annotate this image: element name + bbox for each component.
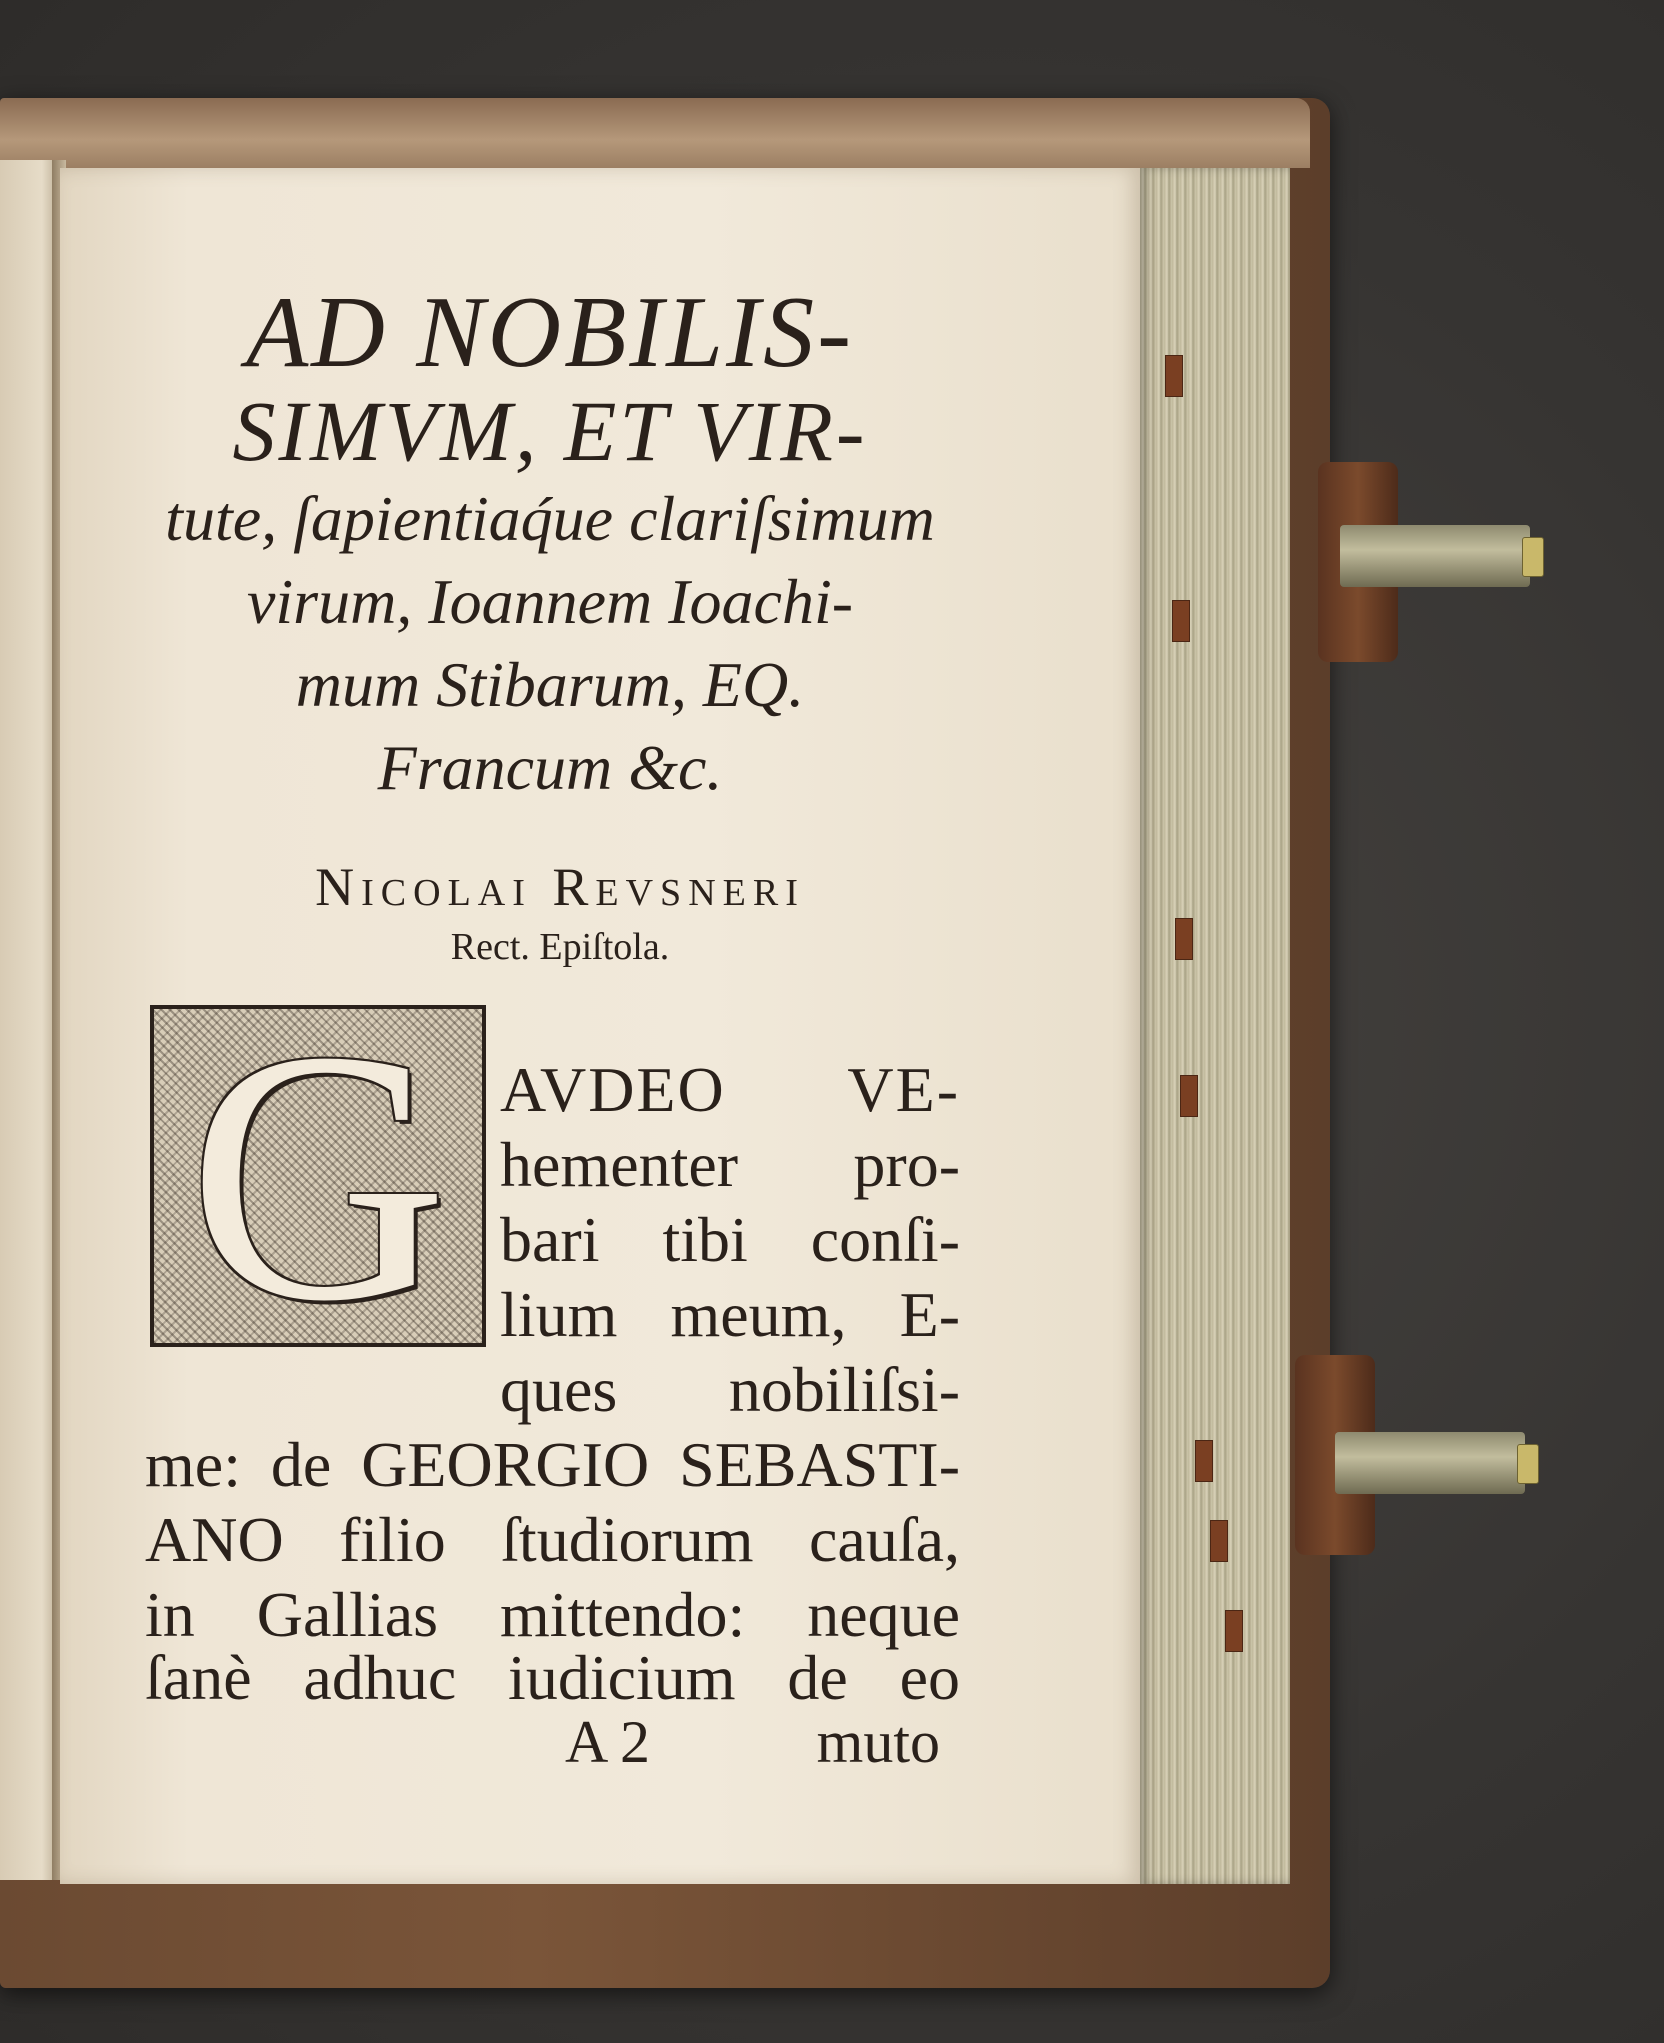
page-tab <box>1172 600 1190 642</box>
heading-line-2: SIMVM, ET VIR- <box>232 383 868 479</box>
page-footer <box>565 1709 940 1775</box>
body-line: me: de GEORGIO SEBASTI- <box>145 1429 960 1500</box>
body-line: AVDEO VE- <box>500 1054 960 1125</box>
author-subtitle: Rect. Epiſtola. <box>450 926 670 968</box>
catchword: muto <box>816 1709 940 1775</box>
clasp-lower <box>1335 1432 1525 1494</box>
heading-line-1: AD NOBILIS- <box>245 276 855 389</box>
heading-line-5: mum Stibarum, EQ. <box>295 649 805 720</box>
page-tab <box>1195 1440 1213 1482</box>
signature-mark: A 2 <box>565 1709 651 1775</box>
heading-line-6: Francum &c. <box>377 732 723 803</box>
author-name: Nicolai Revsneri <box>315 857 805 917</box>
initial-letter: G <box>188 1005 448 1347</box>
page-tab <box>1175 918 1193 960</box>
left-page-edge <box>0 160 60 1880</box>
heading-line-4: virum, Ioannem Ioachi- <box>246 566 854 637</box>
page-tab <box>1165 355 1183 397</box>
body-line: lium meum, E- <box>500 1279 960 1350</box>
body-line: ques nobiliſsi- <box>500 1354 960 1425</box>
heading-line-3: tute, ſapientiaq́ue clariſsimum <box>165 483 935 554</box>
body-line: ſanè adhuc iudicium de eo <box>145 1642 960 1713</box>
page-tab <box>1210 1520 1228 1562</box>
page-fore-edge <box>1140 168 1290 1884</box>
body-line: ANO filio ſtudiorum cauſa, <box>145 1504 960 1575</box>
book-cover-top <box>0 98 1310 168</box>
woodcut-initial <box>150 1005 486 1347</box>
page-tab <box>1180 1075 1198 1117</box>
clasp-upper <box>1340 525 1530 587</box>
page-tab <box>1225 1610 1243 1652</box>
body-line: hementer pro- <box>500 1129 960 1200</box>
body-line: bari tibi conſi- <box>500 1204 960 1275</box>
body-line: in Gallias mittendo: neque <box>145 1579 960 1650</box>
